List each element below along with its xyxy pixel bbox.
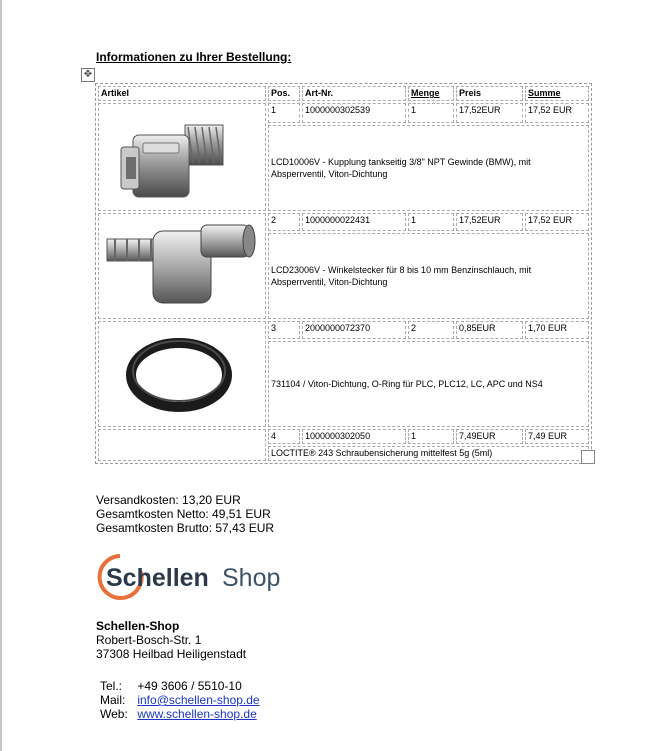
company-street: Robert-Bosch-Str. 1 [96, 633, 202, 647]
logo-text-schellen: Schellen [106, 564, 209, 592]
cell-summe: 7,49 EUR [525, 429, 589, 444]
cell-pos: 1 [268, 103, 300, 123]
tel-label: Tel.: [100, 679, 123, 693]
cell-summe: 17,52 EUR [525, 103, 589, 123]
company-name: Schellen-Shop [96, 619, 180, 633]
contact-web-line [100, 707, 260, 721]
table-row [98, 321, 589, 339]
totals-block [96, 493, 274, 535]
company-address [96, 619, 246, 661]
cell-pos: 2 [268, 213, 300, 231]
order-table [95, 83, 592, 464]
shipping-cost: Versandkosten: 13,20 EUR [96, 493, 241, 507]
cell-menge: 2 [408, 321, 454, 339]
header-pos: Pos. [268, 86, 300, 101]
cell-pos: 4 [268, 429, 300, 444]
product-image-cell [98, 103, 266, 211]
page-edge [0, 0, 2, 751]
header-preis: Preis [456, 86, 523, 101]
company-city: 37308 Heilbad Heiligenstadt [96, 647, 247, 661]
tel-value: +49 3606 / 5510-10 [137, 679, 242, 693]
cell-preis: 0,85EUR [456, 321, 523, 339]
table-resize-handle[interactable] [581, 450, 595, 464]
cell-artnr: 1000000302539 [302, 103, 406, 123]
mail-link[interactable]: info@schellen-shop.de [137, 693, 260, 707]
cell-description: LCD10006V - Kupplung tankseitig 3/8" NPT Gewinde (BMW), mit Absperrventil, Viton-Dichtung [268, 125, 589, 211]
elbow-connector-image [101, 215, 263, 315]
web-label: Web: [100, 707, 128, 721]
cell-description: 731104 / Viton-Dichtung, O-Ring für PLC, PLC12, LC, APC und NS4 [268, 341, 589, 427]
web-link[interactable]: www.schellen-shop.de [137, 707, 257, 721]
contact-block [100, 679, 260, 721]
schellenshop-logo [96, 552, 306, 607]
total-net: Gesamtkosten Netto: 49,51 EUR [96, 507, 271, 521]
coupling-image [101, 105, 263, 207]
cell-artnr: 1000000022431 [302, 213, 406, 231]
cell-artnr: 1000000302050 [302, 429, 406, 444]
table-row [98, 103, 589, 123]
o-ring-image [101, 323, 263, 423]
cell-menge: 1 [408, 103, 454, 123]
header-menge: Menge [408, 86, 454, 101]
header-artikel: Artikel [98, 86, 266, 101]
table-row [98, 213, 589, 231]
cell-menge: 1 [408, 213, 454, 231]
table-row [98, 429, 589, 444]
logo-graphic [96, 552, 306, 602]
total-gross: Gesamtkosten Brutto: 57,43 EUR [96, 521, 275, 535]
cell-description: LCD23006V - Winkelstecker für 8 bis 10 mm Benzinschlauch, mit Absperrventil, Viton-Dichtung [268, 233, 589, 319]
cell-summe: 17,52 EUR [525, 213, 589, 231]
cell-preis: 7,49EUR [456, 429, 523, 444]
product-image-cell [98, 213, 266, 319]
table-move-handle[interactable]: ✥ [81, 68, 95, 82]
cell-preis: 17,52EUR [456, 103, 523, 123]
cell-preis: 17,52EUR [456, 213, 523, 231]
mail-label: Mail: [100, 693, 126, 707]
product-image-cell [98, 429, 266, 461]
cell-summe: 1,70 EUR [525, 321, 589, 339]
cell-description: LOCTITE® 243 Schraubensicherung mittelfest 5g (5ml) [268, 446, 589, 461]
cell-pos: 3 [268, 321, 300, 339]
header-artnr: Art-Nr. [302, 86, 406, 101]
header-summe: Summe [525, 86, 589, 101]
cell-artnr: 2000000072370 [302, 321, 406, 339]
contact-mail-line [100, 693, 260, 707]
cell-menge: 1 [408, 429, 454, 444]
table-header-row [98, 86, 589, 101]
logo-text-shop: Shop [222, 564, 281, 592]
product-image-cell [98, 321, 266, 427]
contact-tel-line [100, 679, 260, 693]
page-title: Informationen zu Ihrer Bestellung: [96, 50, 292, 64]
